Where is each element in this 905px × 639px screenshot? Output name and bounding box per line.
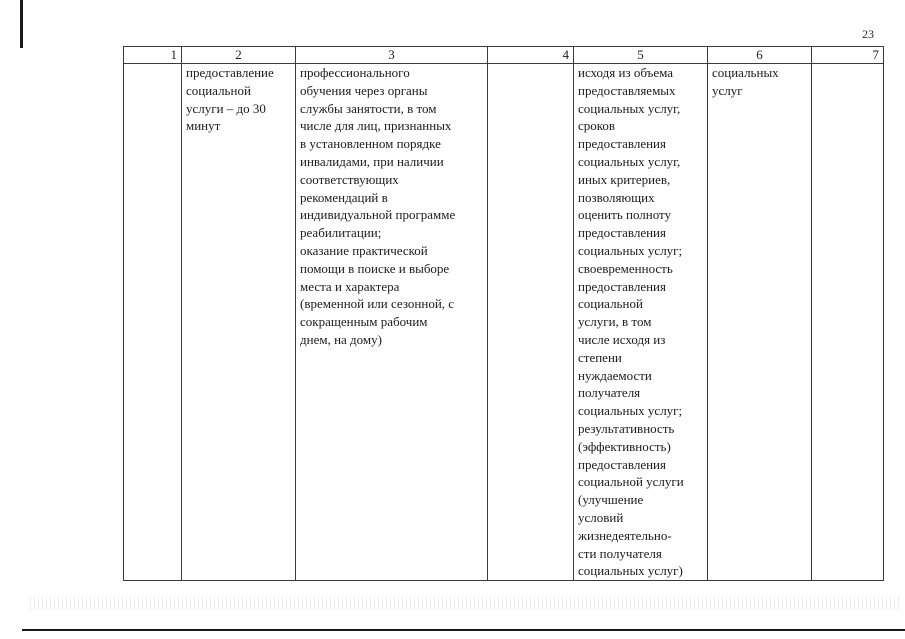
cell-line: предоставления — [578, 278, 666, 294]
cell-line: получателя — [578, 385, 641, 401]
cell-col1 — [124, 64, 182, 581]
cell-line: оценить полноту — [578, 207, 672, 223]
cell-line: оказание практической — [300, 242, 428, 258]
cell-line: позволяющих — [578, 189, 655, 205]
cell-line: предоставления — [578, 456, 666, 472]
cell-line: числе исходя из — [578, 331, 666, 347]
cell-line: социальных услуг; — [578, 403, 683, 419]
cell-line: предоставление — [186, 65, 274, 80]
cell-col3 — [296, 64, 488, 581]
page-number: 23 — [862, 27, 874, 41]
cell-line: службы занятости, в том — [300, 100, 437, 116]
cell-line: результативность — [578, 420, 675, 436]
cell-line: предоставления — [578, 225, 666, 241]
cell-line: социальных услуг; — [578, 242, 683, 258]
cell-line: иных критериев, — [578, 171, 671, 187]
cell-line: профессионального — [300, 65, 410, 80]
column-header-4: 4 — [488, 47, 574, 64]
cell-line: (временной или сезонной, с — [300, 296, 455, 312]
cell-col5 — [574, 64, 708, 581]
scan-artifact — [30, 596, 900, 610]
cell-col4 — [488, 64, 574, 581]
cell-line: (улучшение — [578, 492, 644, 508]
column-header-6: 6 — [708, 47, 812, 64]
cell-line: нуждаемости — [578, 367, 652, 383]
cell-line: услуги – до 30 — [186, 100, 266, 116]
cell-line: социальных услуг, — [578, 153, 681, 169]
cell-line: социальной услуги — [578, 474, 684, 490]
column-header-7: 7 — [812, 47, 884, 64]
column-header-3: 3 — [296, 47, 488, 64]
cell-line: в установленном порядке — [300, 136, 441, 152]
services-table — [123, 46, 884, 581]
cell-line: услуги, в том — [578, 314, 652, 330]
page-edge-line — [20, 0, 23, 48]
cell-line: сти получателя — [578, 545, 662, 561]
cell-line: обучения через органы — [300, 82, 428, 98]
cell-col2 — [182, 64, 296, 581]
cell-line: предоставления — [578, 136, 666, 152]
cell-col6 — [708, 64, 812, 581]
cell-line: предоставляемых — [578, 82, 676, 98]
cell-line: реабилитации; — [300, 225, 382, 241]
cell-line: помощи в поиске и выборе — [300, 260, 450, 276]
column-header-5: 5 — [574, 47, 708, 64]
cell-line: индивидуальной программе — [300, 207, 456, 223]
cell-line: социальной — [578, 296, 643, 312]
cell-line: условий — [578, 509, 624, 525]
cell-line: сроков — [578, 118, 616, 134]
cell-line: минут — [186, 118, 221, 134]
cell-line: социальных услуг, — [578, 100, 681, 116]
cell-line: социальных услуг) — [578, 563, 683, 579]
column-header-1: 1 — [124, 47, 182, 64]
table-row — [124, 64, 884, 581]
cell-line: (эффективность) — [578, 438, 671, 454]
cell-line: соответствующих — [300, 171, 399, 187]
header-row — [124, 47, 884, 64]
cell-line: места и характера — [300, 278, 400, 294]
column-header-2: 2 — [182, 47, 296, 64]
cell-line: жизнедеятельно- — [578, 527, 672, 543]
cell-line: исходя из объема — [578, 65, 674, 80]
cell-line: степени — [578, 349, 622, 365]
bottom-rule — [22, 629, 905, 631]
cell-line: числе для лиц, признанных — [300, 118, 452, 134]
cell-line: социальной — [186, 82, 251, 98]
cell-line: услуг — [712, 82, 743, 98]
cell-line: инвалидами, при наличии — [300, 153, 444, 169]
cell-line: социальных — [712, 65, 779, 80]
cell-line: рекомендаций в — [300, 189, 388, 205]
cell-line: днем, на дому) — [300, 331, 382, 347]
cell-col7 — [812, 64, 884, 581]
cell-line: сокращенным рабочим — [300, 314, 428, 330]
cell-line: своевременность — [578, 260, 673, 276]
